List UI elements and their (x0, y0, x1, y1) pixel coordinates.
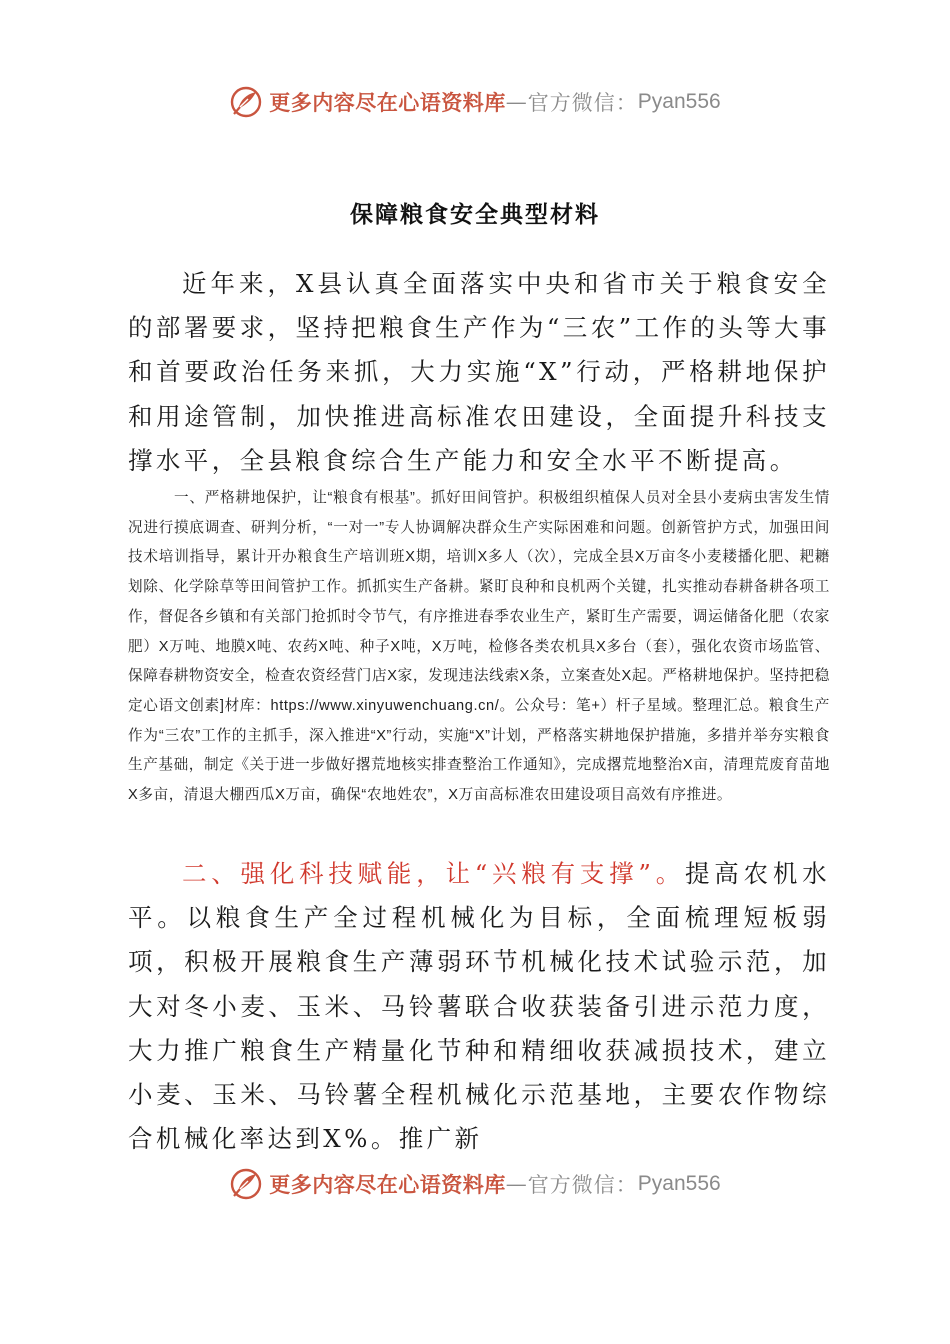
section-2-paragraph (128, 852, 830, 1161)
pen-leaf-logo-icon (229, 1167, 263, 1201)
banner-library-text: 更多内容尽在心语资料库 (269, 90, 506, 115)
section-1-paragraph: 一、严格耕地保护，让“粮食有根基”。抓好田间管护。积极组织植保人员对全县小麦病虫害发生情况进行摸底调查、研判分析，“一对一”专人协调解决群众生产实际困难和问题。创新管护方式，加强田间技术培训指导，累计开办粮食生产培训班X期，培训X多人（次），完成全县X万亩冬小麦耧播化肥、耙耱划除、化学除草等田间管护工作。抓抓实生产备耕。紧盯良种和良机两个关键，扎实推动春耕备耕各项工作，督促各乡镇和有关部门抢抓时令节气，有序推进春季农业生产，紧盯生产需要，调运储备化肥（农家肥）X万吨、地膜X吨、农药X吨、种子X吨，X万吨，检修各类农机具X多台（套），强化农资市场监管、保障春耕物资安全，检查农资经营门店X家，发现违法线索X条，立案查处X起。严格耕地保护。坚持把稳定心语文创素]材库：https://www.xinyuwenchuang.cn/。公众号：笔+）杆子星域。整理汇总。粮食生产作为“三农”工作的主抓手，深入推进“X”行动，实施“X”计划，严格落实耕地保护措施，多措并举夯实粮食生产基础，制定《关于进一步做好撂荒地核实排查整治工作通知》，完成撂荒地整治X亩，清理荒废育苗地X多亩，清退大棚西瓜X万亩，确保“农地姓农”，X万亩高标准农田建设项目高效有序推进。 (128, 490, 830, 804)
document-title: 保障粮食安全典型材料 (350, 201, 600, 228)
pen-leaf-logo-icon (229, 85, 263, 119)
section-2-body: 提高农机水平。以粮食生产全过程机械化为目标，全面梳理短板弱项，积极开展粮食生产薄弱环节机械化技术试验示范，加大对冬小麦、玉米、马铃薯联合收获装备引进示范力度，大力推广粮食生产精量化节种和精细收获减损技术，建立小麦、玉米、马铃薯全程机械化示范基地，主要农作物综合机械化率达到X%。推广新 (128, 859, 830, 1154)
banner-dash: — (505, 1172, 528, 1196)
banner-library-text: 更多内容尽在心语资料库 (269, 1172, 506, 1197)
intro-paragraph: 近年来，X县认真全面落实中央和省市关于粮食安全的部署要求，坚持把粮食生产作为“三农”工作的头等大事和首要政治任务来抓，大力实施“X”行动，严格耕地保护和用途管制，加快推进高标准农田建设，全面提升科技支撑水平，全县粮食综合生产能力和安全水平不断提高。 (128, 269, 830, 475)
header-watermark-banner (0, 78, 950, 126)
footer-watermark-banner (0, 1160, 950, 1208)
banner-wechat-label: 官方微信： (527, 91, 638, 115)
banner-wechat-id: Pyan556 (637, 1172, 721, 1195)
banner-dash: — (505, 90, 528, 114)
section-2-heading: 二、强化科技赋能，让“兴粮有支撑”。 (182, 859, 685, 888)
banner-wechat-id: Pyan556 (637, 90, 721, 113)
banner-wechat-label: 官方微信： (527, 1173, 638, 1197)
